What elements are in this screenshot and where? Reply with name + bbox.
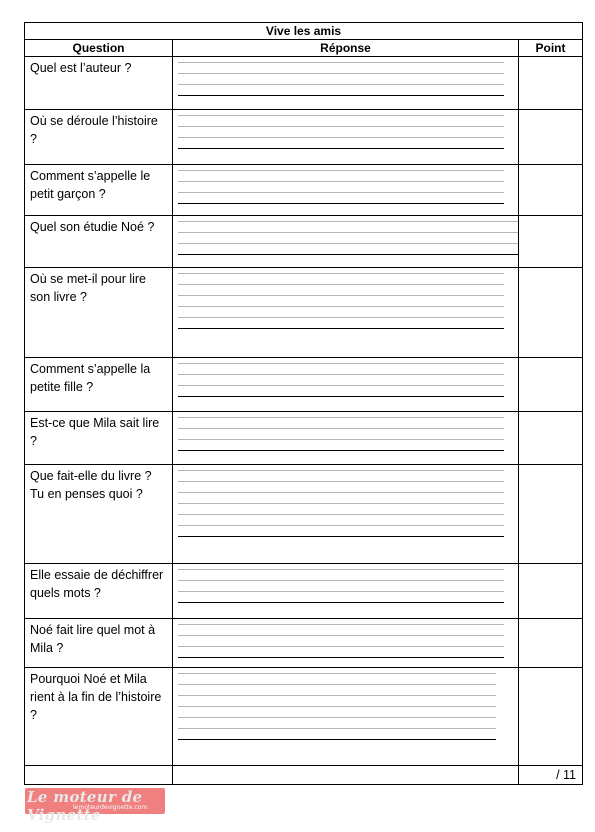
writing-line bbox=[178, 428, 504, 429]
question-text: Est-ce que Mila sait lire ? bbox=[25, 412, 173, 465]
writing-line bbox=[178, 635, 504, 636]
total-score: / 11 bbox=[519, 766, 583, 785]
table-row bbox=[25, 110, 583, 165]
question-text: Quel est l’auteur ? bbox=[25, 57, 173, 110]
writing-line bbox=[178, 203, 504, 204]
writing-line bbox=[178, 525, 504, 526]
writing-line bbox=[178, 254, 518, 255]
writing-line bbox=[178, 137, 504, 138]
worksheet bbox=[24, 22, 582, 785]
total-empty-cell bbox=[173, 766, 519, 785]
point-cell[interactable] bbox=[519, 110, 583, 165]
question-text: Où se met-il pour lire son livre ? bbox=[25, 268, 173, 358]
writing-line bbox=[178, 503, 504, 504]
answer-area[interactable] bbox=[173, 619, 519, 668]
writing-line bbox=[178, 385, 504, 386]
point-cell[interactable] bbox=[519, 165, 583, 216]
worksheet-title: Vive les amis bbox=[25, 23, 583, 40]
writing-line bbox=[178, 363, 504, 364]
writing-line bbox=[178, 374, 504, 375]
writing-lines bbox=[178, 417, 504, 461]
writing-lines bbox=[178, 62, 504, 106]
writing-lines bbox=[178, 673, 496, 750]
writing-line bbox=[178, 148, 504, 149]
writing-line bbox=[178, 439, 504, 440]
table-row bbox=[25, 465, 583, 564]
writing-line bbox=[178, 450, 504, 451]
question-text: Comment s’appelle le petit garçon ? bbox=[25, 165, 173, 216]
writing-line bbox=[178, 536, 504, 537]
point-cell[interactable] bbox=[519, 668, 583, 766]
table-row bbox=[25, 564, 583, 619]
total-empty-cell bbox=[25, 766, 173, 785]
writing-line bbox=[178, 602, 504, 603]
answer-area[interactable] bbox=[173, 465, 519, 564]
writing-line bbox=[178, 514, 504, 515]
writing-line bbox=[178, 695, 496, 696]
header-point: Point bbox=[519, 40, 583, 57]
writing-line bbox=[178, 328, 504, 329]
writing-line bbox=[178, 706, 496, 707]
writing-line bbox=[178, 728, 496, 729]
question-text: Comment s’appelle la petite fille ? bbox=[25, 358, 173, 412]
writing-lines bbox=[178, 170, 504, 214]
answer-area[interactable] bbox=[173, 412, 519, 465]
writing-line bbox=[178, 306, 504, 307]
logo-banner bbox=[25, 788, 165, 824]
writing-line bbox=[178, 62, 504, 63]
answer-area[interactable] bbox=[173, 165, 519, 216]
writing-line bbox=[178, 481, 504, 482]
point-cell[interactable] bbox=[519, 216, 583, 268]
question-text: Quel son étudie Noé ? bbox=[25, 216, 173, 268]
header-reponse: Réponse bbox=[173, 40, 519, 57]
writing-line bbox=[178, 470, 504, 471]
table-row bbox=[25, 268, 583, 358]
answer-area[interactable] bbox=[173, 268, 519, 358]
writing-line bbox=[178, 243, 518, 244]
table-row bbox=[25, 668, 583, 766]
logo-text: Le moteur de Vignette bbox=[27, 788, 143, 824]
point-cell[interactable] bbox=[519, 465, 583, 564]
answer-area[interactable] bbox=[173, 110, 519, 165]
point-cell[interactable] bbox=[519, 358, 583, 412]
writing-line bbox=[178, 273, 504, 274]
answer-area[interactable] bbox=[173, 358, 519, 412]
writing-line bbox=[178, 646, 504, 647]
writing-line bbox=[178, 95, 504, 96]
writing-line bbox=[178, 591, 504, 592]
writing-line bbox=[178, 739, 496, 740]
question-text: Elle essaie de déchiffrer quels mots ? bbox=[25, 564, 173, 619]
question-table bbox=[24, 22, 583, 785]
logo-url: lemoteurdevignette.com bbox=[73, 804, 148, 811]
writing-line bbox=[178, 657, 504, 658]
point-cell[interactable] bbox=[519, 619, 583, 668]
writing-line bbox=[178, 295, 504, 296]
table-row bbox=[25, 216, 583, 268]
writing-line bbox=[178, 284, 504, 285]
writing-lines bbox=[178, 624, 504, 668]
question-text: Où se déroule l’histoire ? bbox=[25, 110, 173, 165]
table-row bbox=[25, 57, 583, 110]
question-text: Noé fait lire quel mot à Mila ? bbox=[25, 619, 173, 668]
writing-lines bbox=[178, 221, 518, 265]
writing-line bbox=[178, 580, 504, 581]
table-row bbox=[25, 165, 583, 216]
writing-line bbox=[178, 317, 504, 318]
point-cell[interactable] bbox=[519, 412, 583, 465]
question-text: Pourquoi Noé et Mila rient à la fin de l’histoire ? bbox=[25, 668, 173, 766]
table-row bbox=[25, 412, 583, 465]
writing-lines bbox=[178, 569, 504, 613]
answer-area[interactable] bbox=[173, 564, 519, 619]
question-text: Que fait-elle du livre ? Tu en penses quoi ? bbox=[25, 465, 173, 564]
writing-line bbox=[178, 221, 518, 222]
writing-line bbox=[178, 181, 504, 182]
writing-line bbox=[178, 684, 496, 685]
writing-line bbox=[178, 84, 504, 85]
writing-line bbox=[178, 624, 504, 625]
writing-line bbox=[178, 73, 504, 74]
point-cell[interactable] bbox=[519, 564, 583, 619]
writing-line bbox=[178, 170, 504, 171]
total-row bbox=[25, 766, 583, 785]
writing-line bbox=[178, 396, 504, 397]
writing-lines bbox=[178, 363, 504, 407]
writing-line bbox=[178, 717, 496, 718]
table-row bbox=[25, 358, 583, 412]
point-cell[interactable] bbox=[519, 57, 583, 110]
answer-area[interactable] bbox=[173, 216, 519, 268]
writing-line bbox=[178, 492, 504, 493]
writing-lines bbox=[178, 273, 504, 339]
point-cell[interactable] bbox=[519, 268, 583, 358]
writing-line bbox=[178, 115, 504, 116]
answer-area[interactable] bbox=[173, 668, 519, 766]
table-row bbox=[25, 619, 583, 668]
writing-line bbox=[178, 569, 504, 570]
writing-line bbox=[178, 126, 504, 127]
header-question: Question bbox=[25, 40, 173, 57]
writing-line bbox=[178, 232, 518, 233]
answer-area[interactable] bbox=[173, 57, 519, 110]
writing-line bbox=[178, 417, 504, 418]
writing-lines bbox=[178, 115, 504, 159]
writing-line bbox=[178, 192, 504, 193]
writing-line bbox=[178, 673, 496, 674]
writing-lines bbox=[178, 470, 504, 547]
